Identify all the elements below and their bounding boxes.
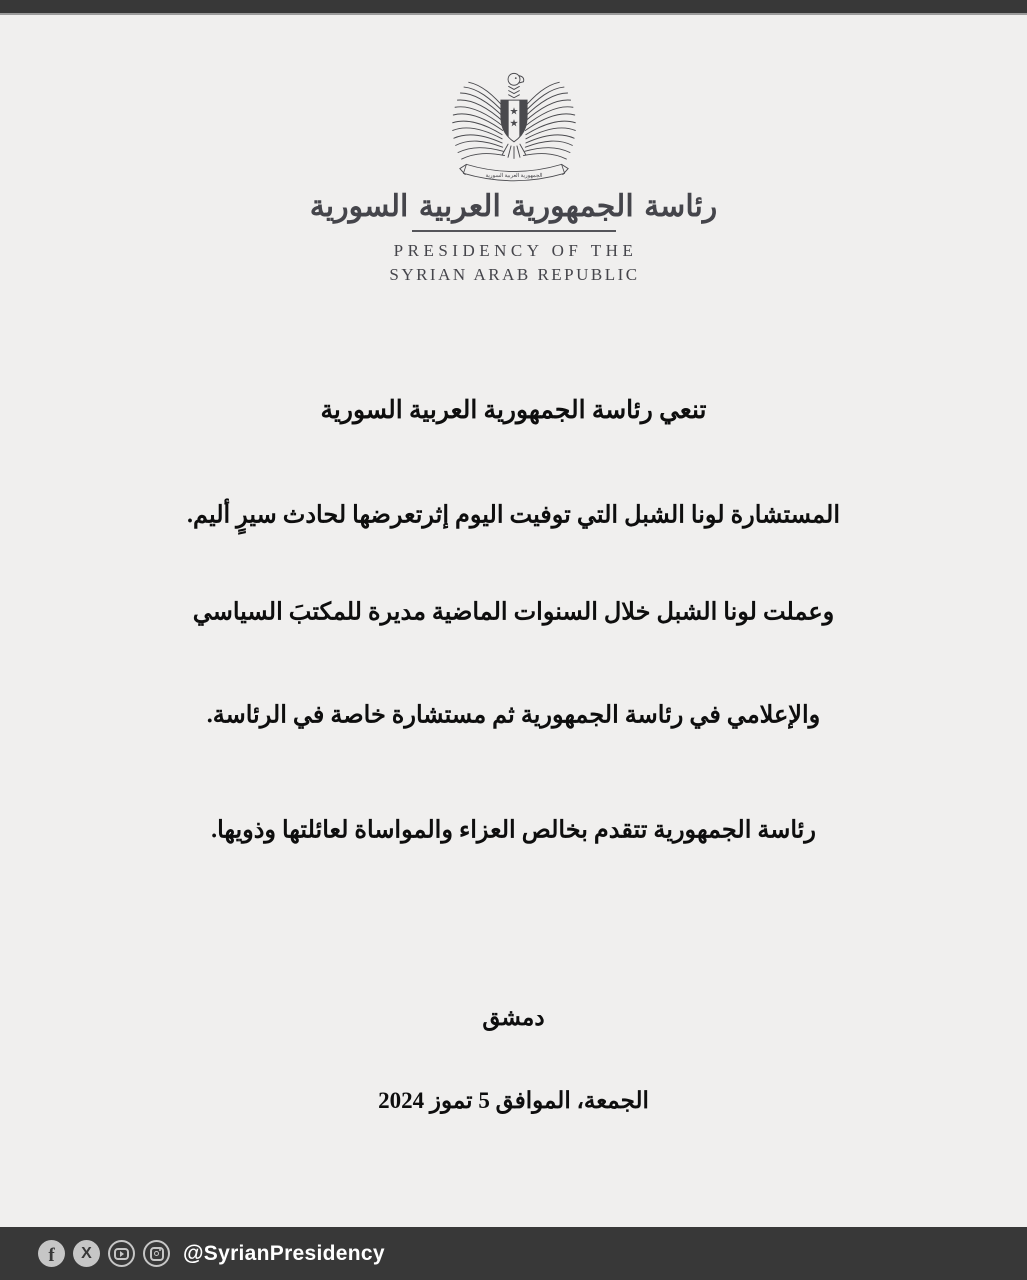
arabic-letterhead-title: رئاسة الجمهورية العربية السورية <box>309 189 718 224</box>
statement-city: دمشق <box>482 1005 545 1030</box>
syrian-eagle-emblem-icon <box>439 68 589 190</box>
x-twitter-icon: X <box>73 1240 100 1267</box>
letterhead <box>0 68 1027 285</box>
footer-bar <box>0 1227 1027 1280</box>
social-handle: @SyrianPresidency <box>183 1241 385 1265</box>
letterhead-divider <box>412 230 616 232</box>
social-icons <box>38 1240 170 1267</box>
emblem-banner-text: الجمهورية العربية السورية <box>485 172 542 179</box>
statement-date: الجمعة، الموافق 5 تموز 2024 <box>378 1088 649 1113</box>
statement-paragraph-2: وعملت لونا الشبل خلال السنوات الماضية مديرة للمكتبَ السياسي <box>192 599 835 626</box>
statement-title: تنعي رئاسة الجمهورية العربية السورية <box>320 397 707 424</box>
statement-paragraph-4: رئاسة الجمهورية تتقدم بخالص العزاء والمواساة لعائلتها وذويها. <box>211 817 816 844</box>
english-letterhead-line1: PRESIDENCY OF THE <box>393 241 638 260</box>
statement-paragraph-3: والإعلامي في رئاسة الجمهورية ثم مستشارة خاصة في الرئاسة. <box>206 702 821 729</box>
top-accent-bar <box>0 0 1027 15</box>
youtube-icon <box>108 1240 135 1267</box>
statement-paragraph-1: المستشارة لونا الشبل التي توفيت اليوم إثرتعرضها لحادث سيرٍ أليم. <box>186 502 840 529</box>
instagram-icon <box>143 1240 170 1267</box>
facebook-icon: f <box>38 1240 65 1267</box>
english-letterhead-line2: SYRIAN ARAB REPUBLIC <box>389 265 640 284</box>
